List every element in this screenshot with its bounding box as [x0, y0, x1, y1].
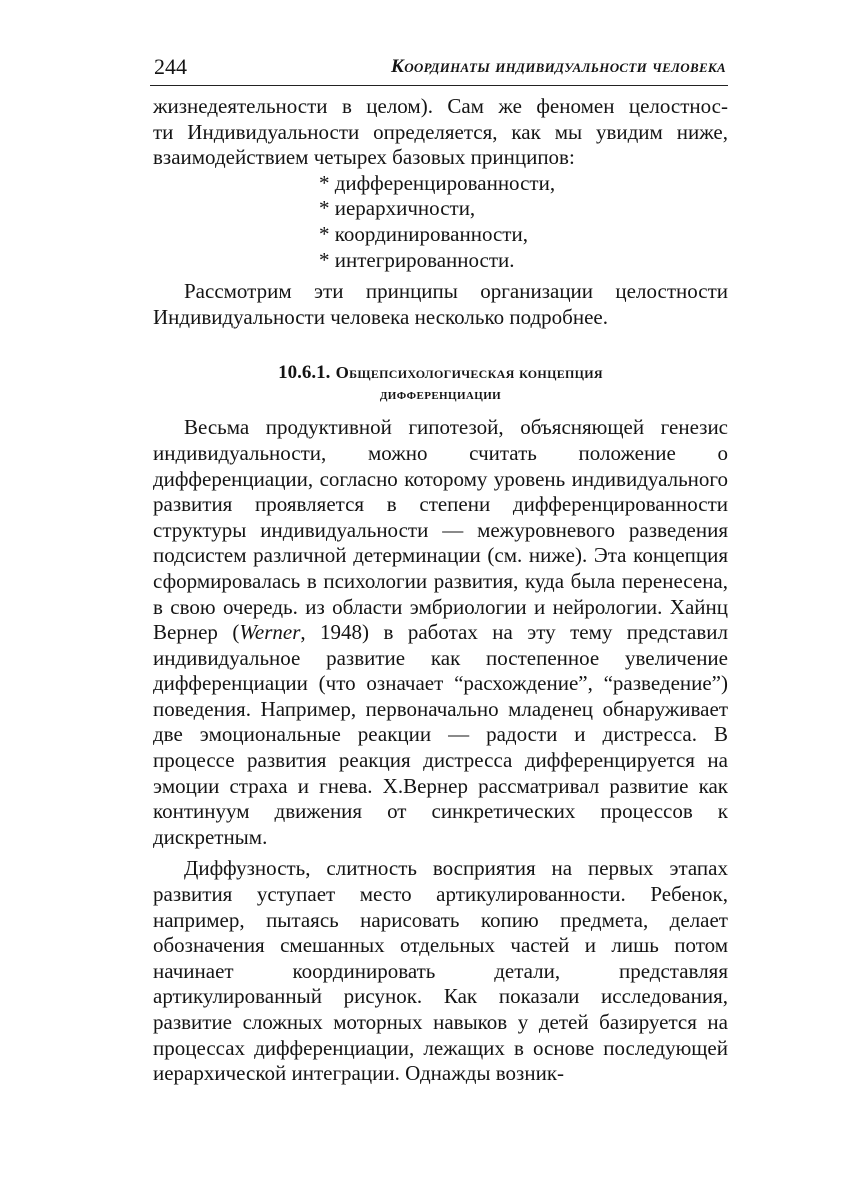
paragraph-text: Весьма продуктивной гипотезой, объясняющей генезис индивидуальности, можно считать положение о дифференциации, согласно которому уровень индивидуального развития проявляется в степени дифференцированности структуры индивидуальности — межуровневого разведения подсистем различной детерминации (см. ниже). Эта концепция сформировалась в психологии развития, куда была перенесена, в свою очередь. из области эмбриологии и нейрологии. Хайнц Вернер (	[153, 415, 728, 645]
header-rule	[150, 85, 728, 86]
intro-line-1: жизнедеятельности в целом). Сам же феномен целостнос-	[153, 94, 728, 118]
running-title: Координаты индивидуальности человека	[391, 56, 726, 77]
section-title-line-2: дифференциации	[379, 387, 502, 404]
list-item: * координированности,	[319, 221, 528, 246]
page-body	[153, 94, 728, 1087]
intro-line-2: ти Индивидуальности определяется, как мы увидим ниже,	[153, 119, 728, 144]
intro-paragraph-end	[153, 145, 728, 171]
section-heading	[153, 360, 728, 407]
section-title-line-1: Общепсихологическая концепция	[335, 363, 603, 383]
citation-year: , 1948)	[300, 620, 370, 645]
page-number: 244	[154, 54, 187, 79]
summary-paragraph: Рассмотрим эти принципы организации целостности Индивидуальности человека несколько подробнее.	[153, 279, 728, 329]
paragraph-diffuseness: Диффузность, слитность восприятия на первых этапах развития уступает место артикулированности. Ребенок, например, пытаясь нарисовать копию предмета, делает обозначения смешанных отдельных частей и лишь потом начинает координировать детали, представляя артикулированный рисунок. Как показали исследования, развитие сложных моторных навыков у детей базируется на процессах дифференциации, лежащих в основе последующей иерархической интеграции. Однажды возник-	[153, 856, 728, 1086]
citation-author: Werner	[239, 620, 301, 645]
paragraph-text: в работах на эту тему представил индивидуальное развитие как постепенное увеличение дифференциации (что означает “расхождение”, “разведение”) поведения. Например, первоначально младенец обнаруживает две эмоциональные реакции — радости и дистресса. В процессе развития реакция дистресса дифференцируется на эмоции страха и гнева. Х.Вернер рассматривал развитие как континуум движения от синкретических процессов к дискретным.	[153, 620, 728, 849]
list-item: * интегрированности.	[319, 247, 515, 272]
section-number: 10.6.1.	[278, 362, 331, 384]
list-item: * дифференцированности,	[319, 170, 556, 195]
principles-list	[153, 171, 728, 273]
list-item: * иерархичности,	[319, 196, 476, 221]
page-header	[150, 52, 728, 86]
intro-line-3: взаимодействием четырех базовых принципов:	[153, 145, 575, 170]
intro-paragraph	[153, 94, 728, 145]
paragraph-differentiation	[153, 415, 728, 850]
